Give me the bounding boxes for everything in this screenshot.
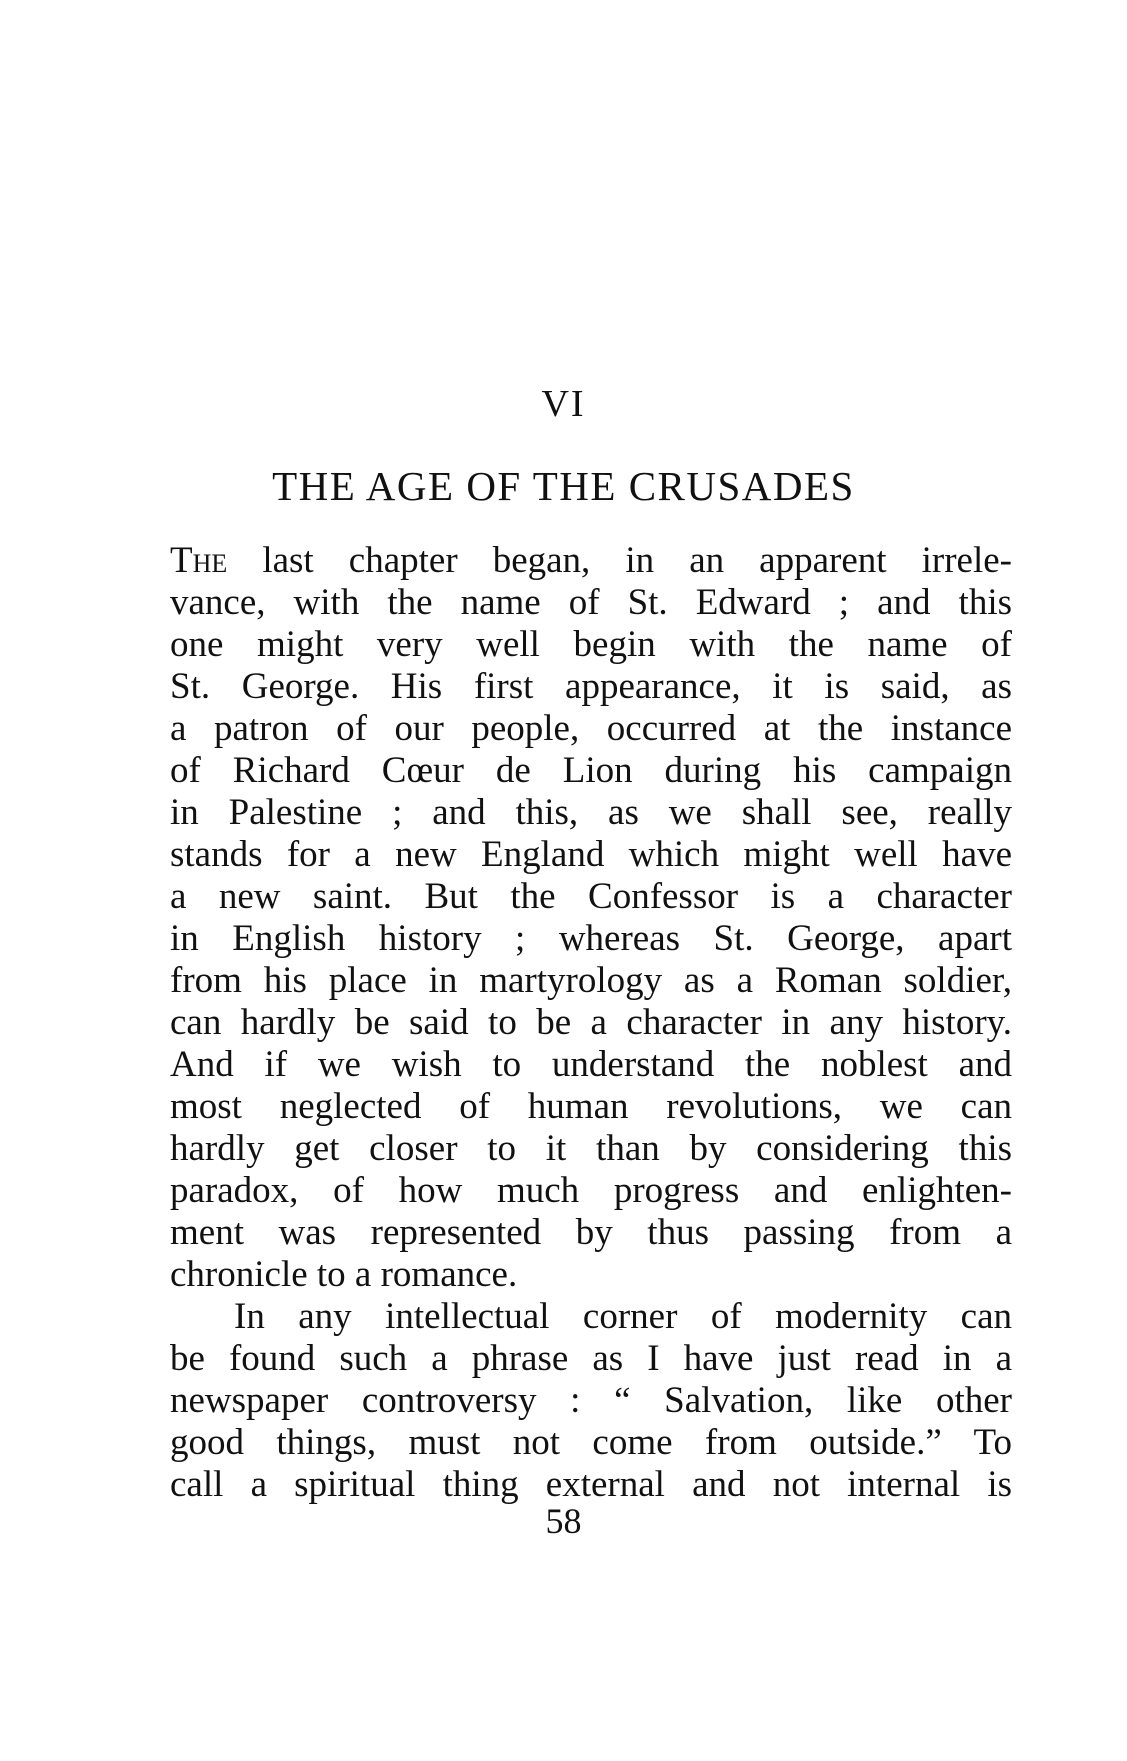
text-line: paradox, of how much progress and enlighten- xyxy=(170,1170,1012,1211)
text-line: in Palestine ; and this, as we shall see, really xyxy=(170,792,1012,833)
text-line: hardly get closer to it than by considering this xyxy=(170,1128,1012,1169)
page-number: 58 xyxy=(545,1501,582,1541)
text-line: In any intellectual corner of modernity can xyxy=(234,1296,1012,1337)
text-line: from his place in martyrology as a Roman soldier, xyxy=(170,960,1012,1001)
chapter-title: THE AGE OF THE CRUSADES xyxy=(272,463,855,509)
text-line: one might very well begin with the name of xyxy=(170,624,1012,665)
text-line: most neglected of human revolutions, we can xyxy=(170,1086,1012,1127)
body-text xyxy=(170,540,1012,1506)
text-line: And if we wish to understand the noblest and xyxy=(170,1044,1012,1085)
text-line: of Richard Cœur de Lion during his campaign xyxy=(170,750,1012,791)
text-line: a new saint. But the Confessor is a character xyxy=(170,876,1012,917)
text-line: stands for a new England which might well have xyxy=(170,834,1012,875)
text-line-content: last chapter began, in an apparent irrele- xyxy=(227,540,1012,581)
text-line xyxy=(170,540,1012,582)
text-line: call a spiritual thing external and not internal is xyxy=(170,1464,1012,1505)
text-line: newspaper controversy : “ Salvation, like other xyxy=(170,1380,1012,1421)
chapter-number: VI xyxy=(541,383,586,425)
lead-word: The xyxy=(170,540,228,581)
text-line: ment was represented by thus passing from a xyxy=(170,1212,1012,1253)
text-line: in English history ; whereas St. George, apart xyxy=(170,918,1012,959)
text-line: be found such a phrase as I have just read in a xyxy=(170,1338,1012,1379)
text-line: good things, must not come from outside.” To xyxy=(170,1422,1012,1463)
text-line: vance, with the name of St. Edward ; and this xyxy=(170,582,1012,623)
text-line: can hardly be said to be a character in any history. xyxy=(170,1002,1012,1043)
text-line: a patron of our people, occurred at the instance xyxy=(170,708,1012,749)
text-line: chronicle to a romance. xyxy=(170,1254,518,1295)
text-line: St. George. His first appearance, it is said, as xyxy=(170,666,1012,707)
